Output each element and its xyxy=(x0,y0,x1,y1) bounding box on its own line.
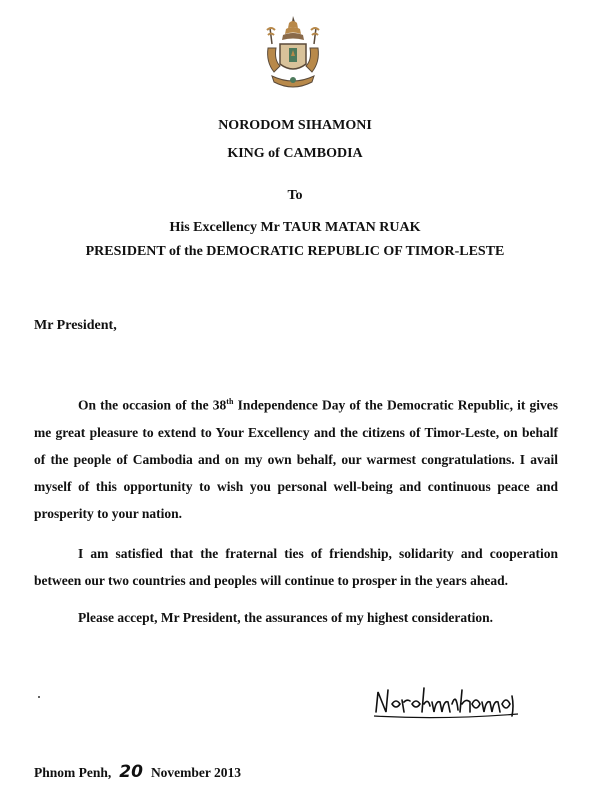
place: Phnom Penh, xyxy=(34,765,112,780)
stray-mark xyxy=(38,696,40,698)
salutation: Mr President, xyxy=(34,318,117,333)
to-label: To xyxy=(287,188,303,203)
sender-title: KING of CAMBODIA xyxy=(227,146,363,161)
recipient-name: His Excellency Mr TAUR MATAN RUAK xyxy=(169,220,421,235)
handwritten-signature xyxy=(372,682,522,722)
paragraph-congratulations xyxy=(34,388,558,527)
ordinal-superscript: th xyxy=(226,397,234,406)
paragraph1-part1: On the occasion of the 38 xyxy=(78,397,227,413)
paragraph-friendship: I am satisfied that the fraternal ties of friendship, solidarity and cooperation between our two countries and peoples will continue to prosper in the years ahead. xyxy=(34,546,558,588)
paragraph1-part2: Independence Day of the Democratic Republic, it gives me great pleasure to extend to Your Excellency and the citizens of Timor-Leste, on behalf of the people of Cambodia and on my own behalf, our warmest congratulations. I avail myself of this opportunity to wish you personal well-being and continuous peace and prosperity to your nation. xyxy=(34,397,558,521)
month-year: November 2013 xyxy=(150,765,242,780)
handwritten-day: 20 xyxy=(119,762,143,782)
sender-name: NORODOM SIHAMONI xyxy=(218,118,372,133)
royal-coat-of-arms-icon xyxy=(262,14,324,96)
closing-line: Please accept, Mr President, the assurances of my highest consideration. xyxy=(78,610,493,625)
recipient-title: PRESIDENT of the DEMOCRATIC REPUBLIC OF TIMOR-LESTE xyxy=(85,244,505,259)
date-line xyxy=(34,762,241,782)
